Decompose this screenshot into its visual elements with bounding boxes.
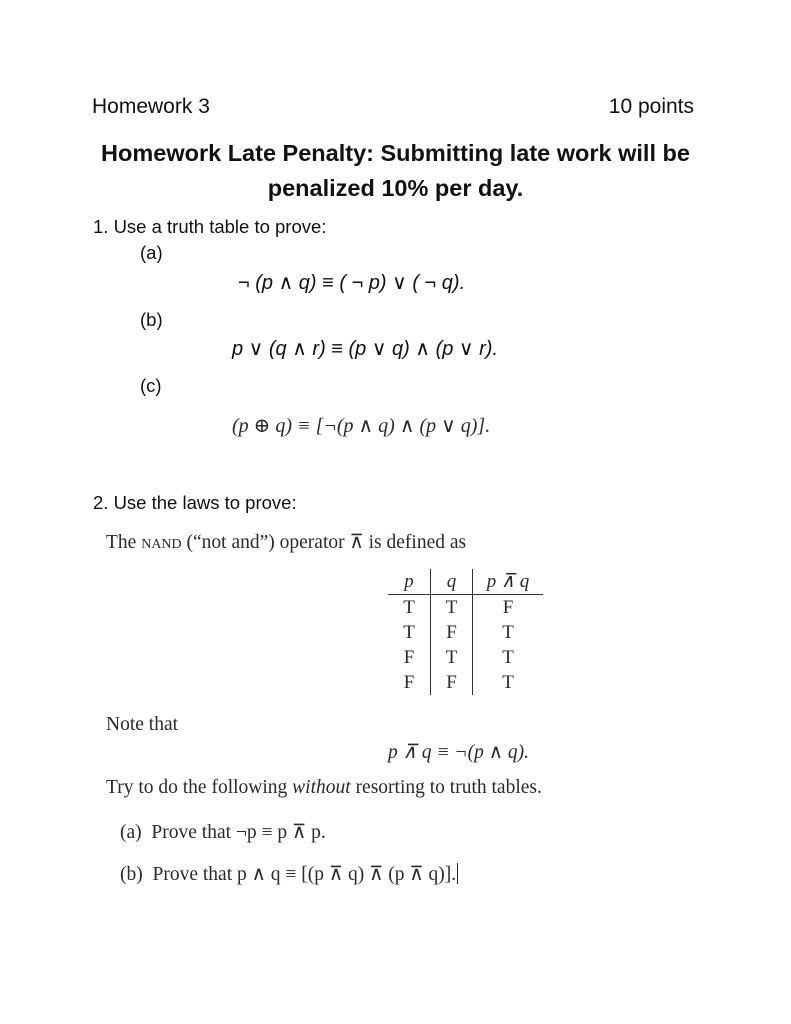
table-row (388, 595, 543, 621)
q2a (120, 820, 326, 844)
q1a-expression: ¬ (p ∧ q) ≡ ( ¬ p) ∨ ( ¬ q). (238, 272, 466, 294)
nand-equivalence: p ⊼ q ≡ ¬(p ∧ q). (388, 742, 529, 763)
nand-term: nand (141, 532, 182, 553)
note-label: Note that (106, 714, 179, 735)
cell: F (388, 645, 431, 670)
table-row (388, 620, 543, 645)
points-label: 10 points (608, 95, 694, 118)
cell: T (502, 671, 514, 693)
q1c-label: (c) (140, 375, 162, 396)
cell: F (502, 596, 514, 618)
q2-prompt: 2. Use the laws to prove: (93, 492, 297, 513)
text-cursor (457, 863, 458, 884)
nand-definition-intro: The nand (“not and”) operator ⊼ is defined as (106, 532, 467, 553)
table-row (388, 670, 543, 695)
header-p-nand-q: p ⊼ q (473, 569, 544, 595)
cell: T (388, 595, 431, 621)
header-q: q (431, 569, 473, 595)
table-row (388, 645, 543, 670)
q1b-label: (b) (140, 309, 163, 330)
nand-truth-table (388, 569, 543, 695)
header-p: p (388, 569, 431, 595)
cell: T (502, 621, 514, 643)
q1c-expression: (p ⊕ q) ≡ [¬(p ∧ q) ∧ (p ∨ q)]. (232, 415, 491, 437)
q2a-label: (a) (120, 822, 142, 843)
cell: T (431, 645, 473, 670)
instructions-line: Try to do the following without resorting to truth tables. (106, 777, 542, 798)
late-penalty-notice: Homework Late Penalty: Submitting late work will be penalized 10% per day. (101, 140, 690, 201)
table-header-row (388, 569, 543, 595)
cell: F (431, 620, 473, 645)
cell: T (388, 620, 431, 645)
homework-title: Homework 3 (92, 95, 210, 118)
q1b-expression: p ∨ (q ∧ r) ≡ (p ∨ q) ∧ (p ∨ r). (232, 338, 499, 360)
cell: F (431, 670, 473, 695)
q2a-text: Prove that ¬p ≡ p ⊼ p. (151, 822, 326, 843)
q2b-text: Prove that p ∧ q ≡ [(p ⊼ q) ⊼ (p ⊼ q)]. (152, 864, 457, 885)
q2b-label: (b) (120, 864, 143, 885)
cell: T (431, 595, 473, 621)
cell: T (502, 646, 514, 668)
q2b (120, 862, 458, 886)
without-emphasis: without (292, 777, 351, 798)
q1-prompt: 1. Use a truth table to prove: (93, 216, 327, 237)
cell: F (388, 670, 431, 695)
q1a-label: (a) (140, 242, 163, 263)
